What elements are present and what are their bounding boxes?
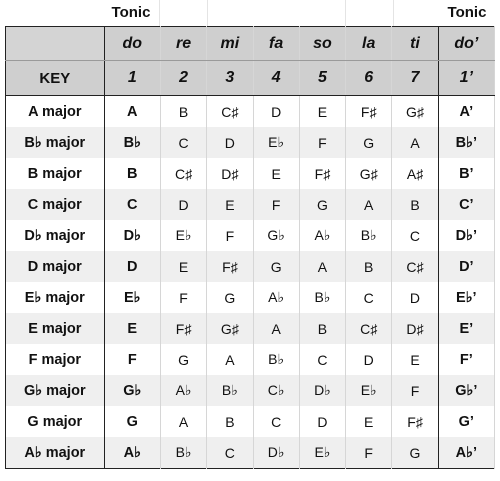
- note-cell: A: [392, 127, 438, 158]
- key-column-header: KEY: [6, 61, 105, 96]
- table-row: [6, 375, 495, 406]
- tonic-label-left: Tonic: [111, 4, 151, 21]
- note-cell: A: [299, 251, 345, 282]
- note-cell: C♯: [346, 313, 392, 344]
- note-cell: G: [346, 127, 392, 158]
- upper-tonic-note-cell: A♭’: [438, 437, 494, 469]
- degree-cell: 1’: [438, 61, 494, 96]
- table-row: [6, 251, 495, 282]
- tonic-note-cell: A: [104, 96, 160, 128]
- note-cell: A♭: [160, 375, 206, 406]
- note-cell: C♯: [392, 251, 438, 282]
- key-name-cell: A♭ major: [6, 437, 105, 469]
- key-name-cell: A major: [6, 96, 105, 128]
- tonic-note-cell: A♭: [104, 437, 160, 469]
- note-cell: E: [299, 96, 345, 128]
- note-cell: C: [299, 344, 345, 375]
- key-name-cell: D♭ major: [6, 220, 105, 251]
- note-cell: D♭: [253, 437, 299, 469]
- key-name-cell: C major: [6, 189, 105, 220]
- note-cell: F: [207, 220, 253, 251]
- note-cell: G: [207, 282, 253, 313]
- table-row: [6, 127, 495, 158]
- key-name-cell: E♭ major: [6, 282, 105, 313]
- note-cell: E: [207, 189, 253, 220]
- table-row: [6, 220, 495, 251]
- solfege-cell: do: [104, 27, 160, 61]
- note-cell: F♯: [160, 313, 206, 344]
- degree-cell: 5: [299, 61, 345, 96]
- degree-header-row: [6, 61, 495, 96]
- note-cell: B♭: [346, 220, 392, 251]
- note-cell: G♯: [346, 158, 392, 189]
- note-cell: A♭: [299, 220, 345, 251]
- note-cell: C♭: [253, 375, 299, 406]
- note-cell: E: [392, 344, 438, 375]
- note-cell: D: [253, 96, 299, 128]
- upper-tonic-note-cell: D’: [438, 251, 494, 282]
- note-cell: F♯: [207, 251, 253, 282]
- tonic-note-cell: C: [104, 189, 160, 220]
- note-cell: D: [299, 406, 345, 437]
- table-row: [6, 313, 495, 344]
- top-labels: [0, 0, 500, 26]
- note-cell: F♯: [346, 96, 392, 128]
- key-name-cell: G♭ major: [6, 375, 105, 406]
- solfege-cell: re: [160, 27, 206, 61]
- degree-cell: 7: [392, 61, 438, 96]
- upper-tonic-note-cell: D♭’: [438, 220, 494, 251]
- upper-tonic-note-cell: B’: [438, 158, 494, 189]
- top-divider: [207, 0, 208, 26]
- note-cell: B: [160, 96, 206, 128]
- note-cell: E: [253, 158, 299, 189]
- top-divider: [159, 0, 160, 26]
- key-name-cell: D major: [6, 251, 105, 282]
- note-cell: C♯: [207, 96, 253, 128]
- note-cell: B: [392, 189, 438, 220]
- note-cell: A♭: [253, 282, 299, 313]
- key-name-cell: F major: [6, 344, 105, 375]
- upper-tonic-note-cell: G’: [438, 406, 494, 437]
- upper-tonic-note-cell: F’: [438, 344, 494, 375]
- note-cell: F: [392, 375, 438, 406]
- tonic-note-cell: B♭: [104, 127, 160, 158]
- note-cell: D: [207, 127, 253, 158]
- table-row: [6, 96, 495, 128]
- solfege-cell: la: [346, 27, 392, 61]
- note-cell: B: [346, 251, 392, 282]
- note-cell: F: [299, 127, 345, 158]
- degree-cell: 2: [160, 61, 206, 96]
- key-name-cell: B♭ major: [6, 127, 105, 158]
- note-cell: D♭: [299, 375, 345, 406]
- note-cell: G♯: [207, 313, 253, 344]
- degree-cell: 1: [104, 61, 160, 96]
- note-cell: F♯: [299, 158, 345, 189]
- upper-tonic-note-cell: A’: [438, 96, 494, 128]
- major-scales-table: [5, 26, 495, 469]
- top-divider: [393, 0, 394, 26]
- table-row: [6, 437, 495, 469]
- note-cell: A: [207, 344, 253, 375]
- tonic-note-cell: D: [104, 251, 160, 282]
- tonic-note-cell: D♭: [104, 220, 160, 251]
- note-cell: D: [346, 344, 392, 375]
- note-cell: F: [160, 282, 206, 313]
- note-cell: B♭: [299, 282, 345, 313]
- tonic-note-cell: E: [104, 313, 160, 344]
- note-cell: B: [299, 313, 345, 344]
- table-row: [6, 406, 495, 437]
- note-cell: A♯: [392, 158, 438, 189]
- degree-cell: 4: [253, 61, 299, 96]
- degree-cell: 3: [207, 61, 253, 96]
- key-name-cell: B major: [6, 158, 105, 189]
- tonic-note-cell: G: [104, 406, 160, 437]
- table-row: [6, 344, 495, 375]
- note-cell: B♭: [160, 437, 206, 469]
- upper-tonic-note-cell: G♭’: [438, 375, 494, 406]
- key-name-cell: E major: [6, 313, 105, 344]
- table-row: [6, 282, 495, 313]
- top-divider: [345, 0, 346, 26]
- note-cell: D: [392, 282, 438, 313]
- note-cell: E♭: [299, 437, 345, 469]
- note-cell: F♯: [392, 406, 438, 437]
- solfege-cell: do’: [438, 27, 494, 61]
- degree-cell: 6: [346, 61, 392, 96]
- header-blank-cell: [6, 27, 105, 61]
- upper-tonic-note-cell: B♭’: [438, 127, 494, 158]
- upper-tonic-note-cell: C’: [438, 189, 494, 220]
- note-cell: B: [207, 406, 253, 437]
- note-cell: E♭: [253, 127, 299, 158]
- note-cell: A: [253, 313, 299, 344]
- upper-tonic-note-cell: E♭’: [438, 282, 494, 313]
- note-cell: E♭: [160, 220, 206, 251]
- note-cell: B♭: [253, 344, 299, 375]
- tonic-note-cell: E♭: [104, 282, 160, 313]
- solfege-cell: fa: [253, 27, 299, 61]
- tonic-note-cell: G♭: [104, 375, 160, 406]
- note-cell: G: [253, 251, 299, 282]
- note-cell: E: [160, 251, 206, 282]
- note-cell: G: [160, 344, 206, 375]
- tonic-note-cell: F: [104, 344, 160, 375]
- note-cell: E♭: [346, 375, 392, 406]
- note-cell: C: [253, 406, 299, 437]
- note-cell: G: [299, 189, 345, 220]
- key-name-cell: G major: [6, 406, 105, 437]
- note-cell: C: [207, 437, 253, 469]
- note-cell: C: [392, 220, 438, 251]
- solfege-cell: mi: [207, 27, 253, 61]
- note-cell: C: [160, 127, 206, 158]
- table-row: [6, 189, 495, 220]
- note-cell: D♯: [392, 313, 438, 344]
- note-cell: C: [346, 282, 392, 313]
- note-cell: F: [346, 437, 392, 469]
- note-cell: C♯: [160, 158, 206, 189]
- note-cell: G♭: [253, 220, 299, 251]
- upper-tonic-note-cell: E’: [438, 313, 494, 344]
- note-cell: F: [253, 189, 299, 220]
- note-cell: G: [392, 437, 438, 469]
- note-cell: A: [160, 406, 206, 437]
- note-cell: G♯: [392, 96, 438, 128]
- note-cell: A: [346, 189, 392, 220]
- solfege-cell: ti: [392, 27, 438, 61]
- note-cell: D: [160, 189, 206, 220]
- note-cell: B♭: [207, 375, 253, 406]
- note-cell: E: [346, 406, 392, 437]
- solfege-cell: so: [299, 27, 345, 61]
- table-row: [6, 158, 495, 189]
- note-cell: D♯: [207, 158, 253, 189]
- tonic-note-cell: B: [104, 158, 160, 189]
- solfege-header-row: [6, 27, 495, 61]
- tonic-label-right: Tonic: [447, 4, 487, 21]
